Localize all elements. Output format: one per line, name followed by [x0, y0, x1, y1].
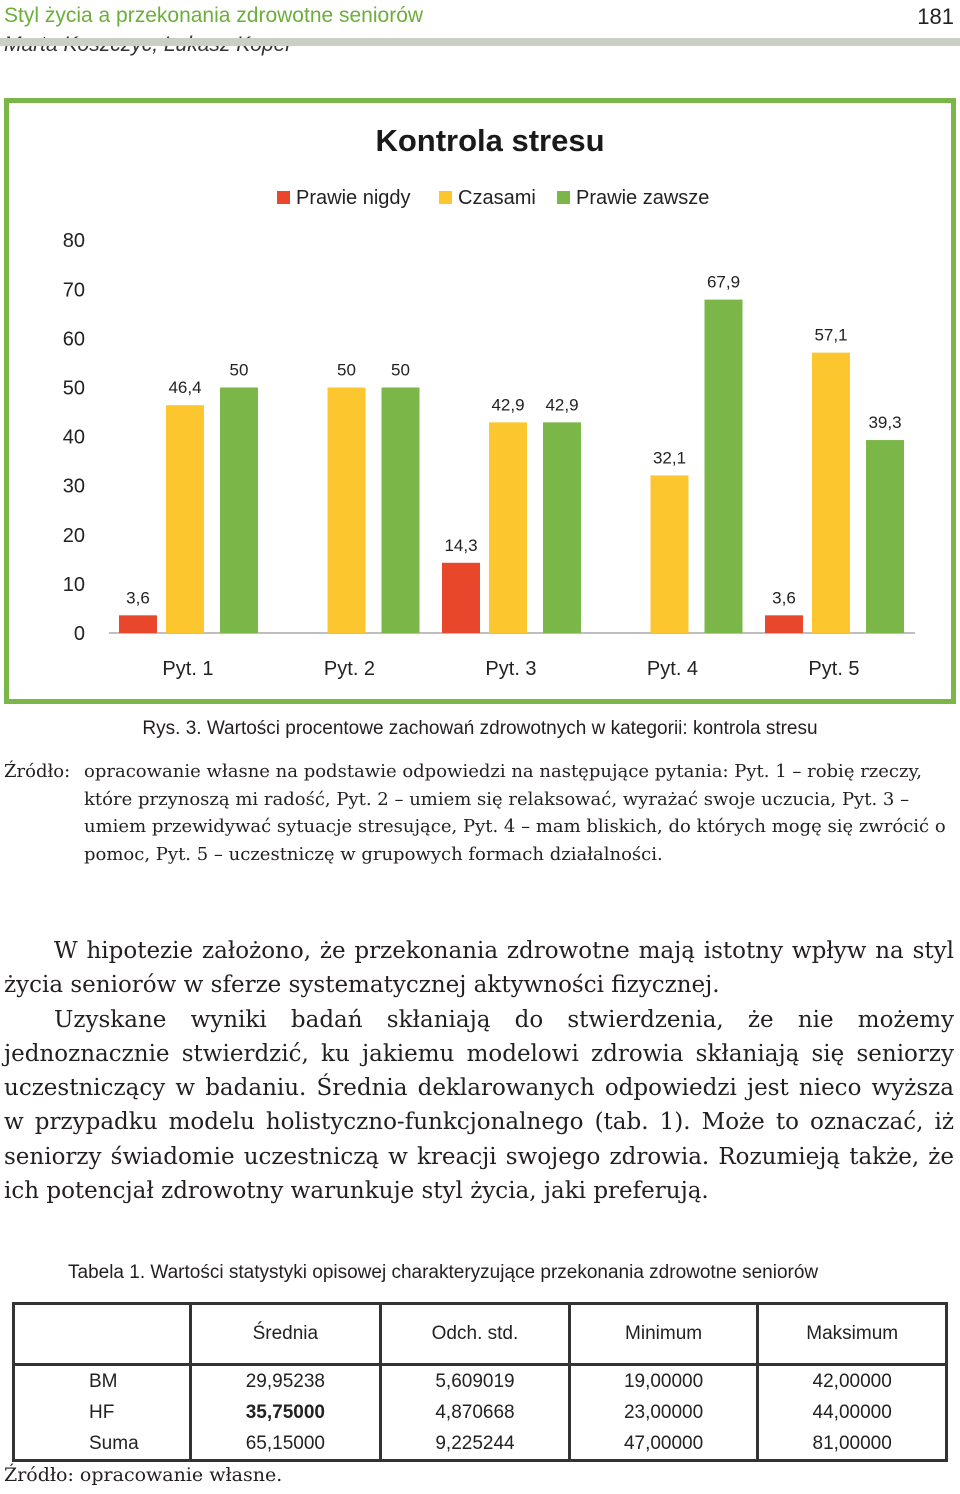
table-header-row	[14, 1304, 947, 1365]
header-rule	[0, 38, 960, 46]
bar	[651, 475, 689, 633]
x-tick-label: Pyt. 1	[162, 658, 214, 680]
table-cell: 9,225244	[381, 1428, 570, 1461]
data-label: 3,6	[772, 588, 796, 608]
legend-label: Prawie zawsze	[576, 187, 710, 209]
data-label: 42,9	[545, 395, 579, 415]
table-cell: 44,00000	[758, 1397, 947, 1428]
table-cell: 23,00000	[569, 1397, 758, 1428]
chart-title: Kontrola stresu	[375, 123, 605, 158]
data-label: 50	[229, 360, 249, 380]
bar	[119, 615, 157, 633]
legend-label: Prawie nigdy	[296, 187, 411, 209]
figure-caption: Rys. 3. Wartości procentowe zachowań zdrowotnych w kategorii: kontrola stresu	[142, 718, 818, 739]
legend-swatch	[277, 191, 290, 204]
bar	[382, 388, 420, 634]
figure-source-text: opracowanie własne na podstawie odpowiedzi na następujące pytania: Pyt. 1 – robię rzeczy, które przynoszą mi radość, Pyt. 2 – umiem się relaksować, wyrażać swoje uczucia, Pyt. 3 – umiem przewidywać sytuacje stresujące, Pyt. 4 – mam bliskich, do których mogę się zwrócić o pomoc, Pyt. 5 – uczestniczę w grupowych formach działalności.	[84, 761, 946, 865]
table-header-cell: Średnia	[190, 1304, 381, 1365]
table-header-cell: Minimum	[569, 1304, 758, 1365]
bar	[705, 300, 743, 633]
data-label: 50	[391, 360, 410, 380]
y-tick-label: 50	[62, 377, 85, 400]
body-text	[4, 934, 954, 1208]
table-cell: 5,609019	[381, 1365, 570, 1398]
figure-source-label: Źródło:	[4, 761, 71, 782]
bar	[866, 440, 904, 633]
y-tick-label: 0	[73, 623, 85, 645]
y-tick-label: 60	[62, 328, 85, 351]
table-header-cell: Odch. std.	[381, 1304, 570, 1365]
data-label: 50	[337, 360, 356, 380]
data-label: 14,3	[444, 535, 478, 555]
table-header-cell: Maksimum	[758, 1304, 947, 1365]
table-cell: 35,75000	[190, 1397, 381, 1428]
y-tick-label: 30	[62, 475, 85, 498]
bar	[166, 405, 204, 633]
bar	[765, 615, 803, 633]
legend-label: Czasami	[458, 187, 536, 209]
x-tick-label: Pyt. 5	[808, 658, 860, 680]
running-title: Styl życia a przekonania zdrowotne seniorów	[4, 4, 424, 27]
stats-table	[12, 1302, 948, 1462]
bar-chart	[9, 103, 951, 699]
table-row	[14, 1365, 947, 1398]
legend-swatch	[557, 191, 570, 204]
table-cell: 19,00000	[569, 1365, 758, 1398]
data-label: 3,6	[126, 588, 150, 608]
bar	[220, 388, 258, 634]
data-label: 32,1	[652, 448, 687, 468]
table-row-label: Suma	[89, 1432, 139, 1454]
y-tick-label: 70	[62, 279, 85, 302]
table-header-cell	[14, 1304, 191, 1365]
x-tick-label: Pyt. 3	[485, 658, 537, 680]
table-cell: 29,95238	[190, 1365, 381, 1398]
table-caption: Tabela 1. Wartości statystyki opisowej charakteryzujące przekonania zdrowotne seniorów	[68, 1262, 819, 1283]
table-row-label: BM	[89, 1370, 118, 1392]
bar	[543, 422, 581, 633]
page-number: 181	[917, 4, 954, 29]
bar	[442, 563, 480, 633]
bar	[328, 388, 366, 634]
y-tick-label: 20	[62, 524, 85, 547]
table-row	[14, 1428, 947, 1461]
body-paragraph: W hipotezie założono, że przekonania zdrowotne mają istotny wpływ na styl życia seniorów w sferze systematycznej aktywności fizycznej.	[4, 938, 954, 999]
data-label: 57,1	[814, 325, 848, 345]
table-cell: 65,15000	[190, 1428, 381, 1461]
data-label: 42,9	[491, 395, 525, 415]
table-cell: 47,00000	[569, 1428, 758, 1461]
table-cell: 4,870668	[381, 1397, 570, 1428]
y-tick-label: 80	[62, 230, 85, 253]
table-cell: 81,00000	[758, 1428, 947, 1461]
body-paragraph: Uzyskane wyniki badań skłaniają do stwierdzenia, że nie możemy jednoznacznie stwierdzić, ku jakiemu modelowi zdrowia skłaniają się seniorzy uczestniczący w badaniu. Średnia deklarowanych odpowiedzi jest nieco wyższa w przypadku modelu holistyczno-funkcjonalnego (tab. 1). Może to oznaczać, iż seniorzy świadomie uczestniczą w kreacji swojego zdrowia. Rozumieją także, że ich potencjał zdrowotny warunkuje styl życia, jaki preferują.	[4, 1006, 954, 1205]
chart-frame	[4, 98, 956, 704]
y-tick-label: 10	[62, 573, 85, 596]
bar	[812, 353, 850, 633]
table-source: Źródło: opracowanie własne.	[4, 1464, 283, 1486]
y-tick-label: 40	[62, 426, 85, 449]
table-cell: 42,00000	[758, 1365, 947, 1398]
x-tick-label: Pyt. 4	[646, 658, 699, 680]
table-row-label: HF	[89, 1401, 115, 1423]
legend-swatch	[439, 191, 452, 204]
data-label: 46,4	[168, 378, 202, 398]
data-label: 67,9	[706, 272, 741, 292]
x-tick-label: Pyt. 2	[323, 658, 376, 680]
table-row	[14, 1397, 947, 1428]
bar	[489, 422, 527, 633]
data-label: 39,3	[868, 413, 902, 433]
